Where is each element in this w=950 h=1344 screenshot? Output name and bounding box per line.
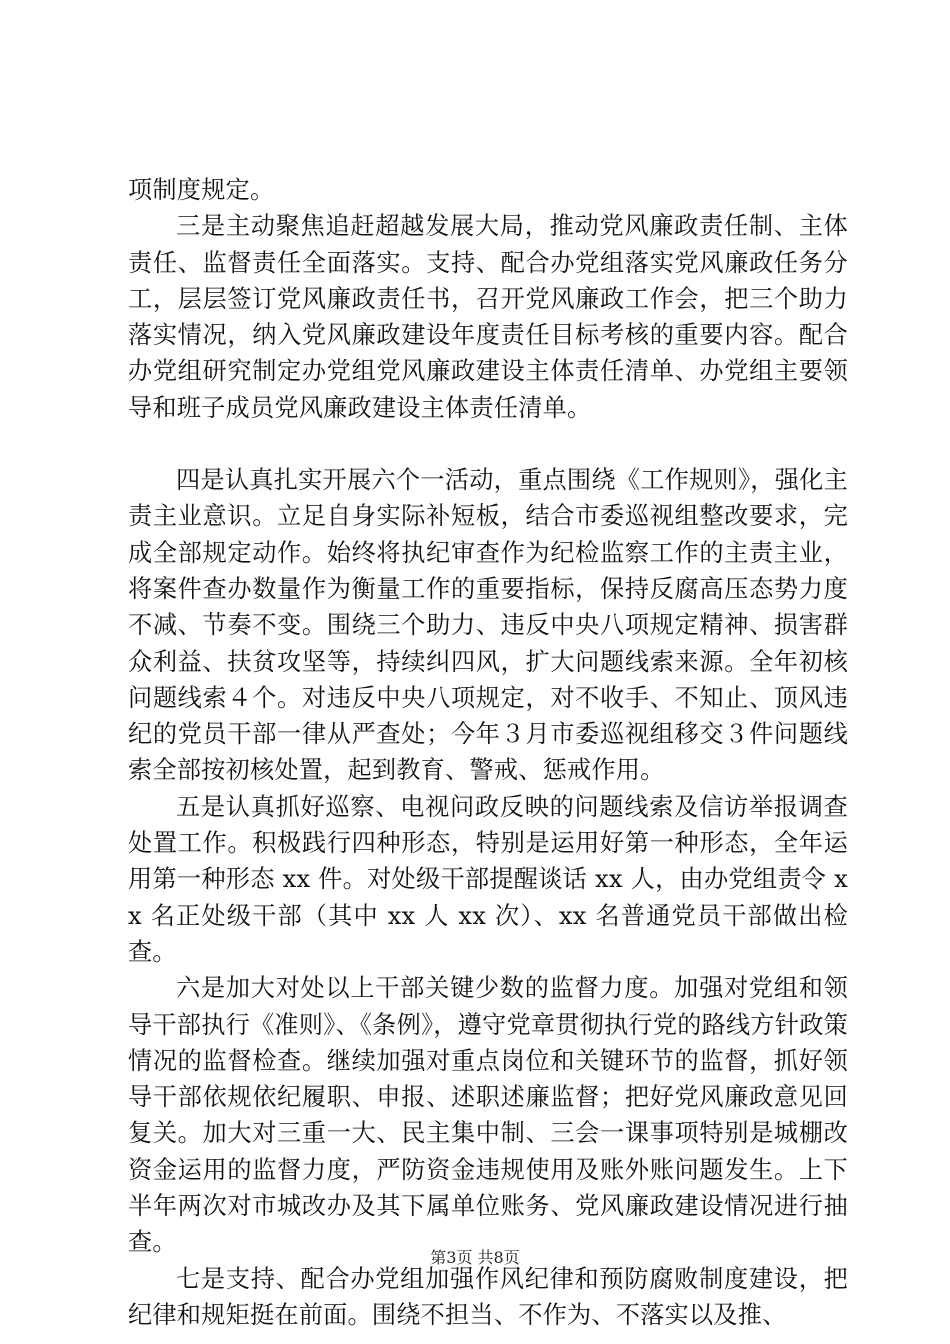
paragraph-continuation: 项制度规定。	[128, 176, 275, 204]
paragraph-spacer	[128, 426, 848, 462]
paragraph-item-six: 六是加大对处以上干部关键少数的监督力度。加强对党组和领导干部执行《准则》、《条例》，遵守党章贯彻执行党的路线方针政策情况的监督检查。继续加强对重点岗位和关键环节的监督，抓好领导干部依规依纪履职、申报、述职述廉监督；把好党风廉政意见回复关。加大对三重一大、民主集中制、三会一课事项特别是城棚改资金运用的监督力度，严防资金违规使用及账外账问题发生。上下半年两次对市城改办及其下属单位账务、党风廉政建设情况进行抽查。	[128, 974, 848, 1257]
page-number-footer: 第3页 共8页	[430, 1248, 520, 1267]
document-body	[128, 172, 848, 1333]
paragraph-item-seven: 七是支持、配合办党组加强作风纪律和预防腐败制度建设，把纪律和规矩挺在前面。围绕不担当、不作为、不落实以及推、	[128, 1264, 848, 1329]
paragraph-item-five: 五是认真抓好巡察、电视问政反映的问题线索及信访举报调查处置工作。积极践行四种形态，特别是运用好第一种形态，全年运用第一种形态 xx 件。对处级干部提醒谈话 xx 人，由办党组责令 xx 名正处级干部（其中 xx 人 xx 次）、xx 名普通党员干部做出检查。	[128, 792, 848, 966]
paragraph-item-four: 四是认真扎实开展六个一活动，重点围绕《工作规则》，强化主责主业意识。立足自身实际补短板，结合市委巡视组整改要求，完成全部规定动作。始终将执纪审查作为纪检监察工作的主责主业，将案件查办数量作为衡量工作的重要指标，保持反腐高压态势力度不减、节奏不变。围绕三个助力、违反中央八项规定精神、损害群众利益、扶贫攻坚等，持续纠四风，扩大问题线索来源。全年初核问题线索４个。对违反中央八项规定，对不收手、不知止、顶风违纪的党员干部一律从严查处；今年３月市委巡视组移交３件问题线索全部按初核处置，起到教育、警戒、惩戒作用。	[128, 466, 848, 785]
paragraph-item-three: 三是主动聚焦追赶超越发展大局，推动党风廉政责任制、主体责任、监督责任全面落实。支持、配合办党组落实党风廉政任务分工，层层签订党风廉政责任书，召开党风廉政工作会，把三个助力落实情况，纳入党风廉政建设年度责任目标考核的重要内容。配合办党组研究制定办党组党风廉政建设主体责任清单、办党组主要领导和班子成员党风廉政建设主体责任清单。	[128, 212, 848, 422]
